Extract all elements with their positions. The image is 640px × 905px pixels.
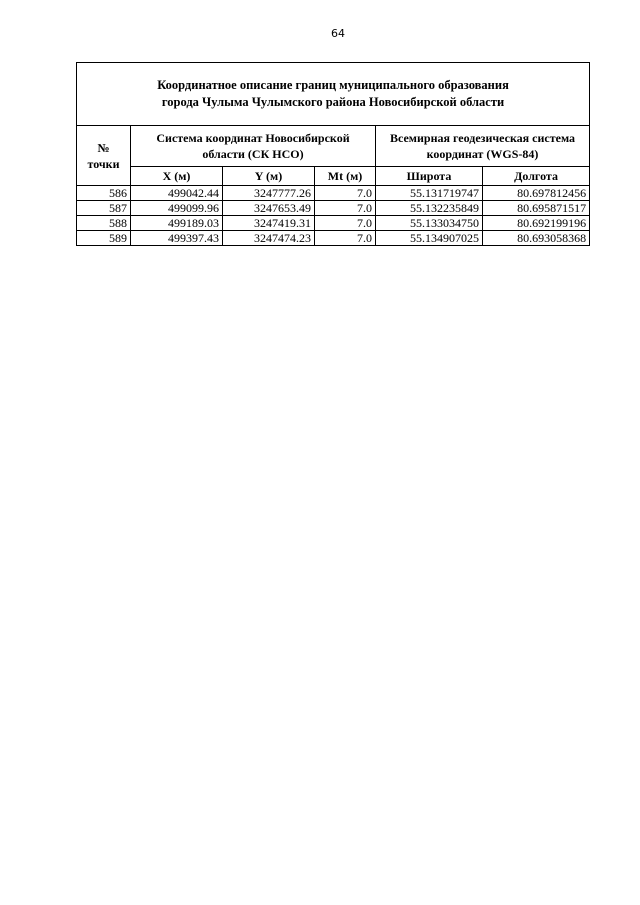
header-longitude: Долгота	[483, 167, 590, 186]
header-row-groups	[77, 126, 590, 167]
cell-y: 3247653.49	[223, 201, 315, 216]
table-row	[77, 201, 590, 216]
header-group-nso-line-1: Система координат Новосибирской	[156, 131, 350, 145]
header-latitude: Широта	[376, 167, 483, 186]
cell-latitude: 55.133034750	[376, 216, 483, 231]
cell-x: 499397.43	[131, 231, 223, 246]
table-title-row	[77, 63, 590, 126]
header-group-nso	[131, 126, 376, 167]
coordinates-table	[76, 62, 590, 246]
header-point-number-line-1: №	[97, 140, 110, 155]
cell-x: 499042.44	[131, 186, 223, 201]
cell-latitude: 55.131719747	[376, 186, 483, 201]
cell-point-number: 587	[77, 201, 131, 216]
header-group-wgs	[376, 126, 590, 167]
page-number: 64	[331, 27, 345, 40]
cell-point-number: 586	[77, 186, 131, 201]
header-point-number	[77, 126, 131, 186]
table-title	[77, 63, 590, 126]
table-row	[77, 186, 590, 201]
cell-longitude: 80.697812456	[483, 186, 590, 201]
cell-point-number: 589	[77, 231, 131, 246]
table-row	[77, 216, 590, 231]
cell-mt: 7.0	[315, 201, 376, 216]
table-title-line-1: Координатное описание границ муниципального образования	[157, 78, 509, 92]
cell-y: 3247777.26	[223, 186, 315, 201]
header-x: X (м)	[131, 167, 223, 186]
header-y: Y (м)	[223, 167, 315, 186]
header-group-nso-line-2: области (СК НСО)	[202, 147, 304, 161]
cell-longitude: 80.692199196	[483, 216, 590, 231]
cell-latitude: 55.134907025	[376, 231, 483, 246]
header-row-columns	[77, 167, 590, 186]
header-group-wgs-line-2: координат (WGS-84)	[426, 147, 539, 161]
header-mt: Mt (м)	[315, 167, 376, 186]
cell-point-number: 588	[77, 216, 131, 231]
cell-x: 499099.96	[131, 201, 223, 216]
cell-y: 3247474.23	[223, 231, 315, 246]
table-title-line-2: города Чулыма Чулымского района Новосибирской области	[161, 95, 505, 109]
cell-x: 499189.03	[131, 216, 223, 231]
cell-longitude: 80.695871517	[483, 201, 590, 216]
cell-mt: 7.0	[315, 216, 376, 231]
cell-longitude: 80.693058368	[483, 231, 590, 246]
cell-mt: 7.0	[315, 231, 376, 246]
header-point-number-line-2: точки	[87, 156, 120, 171]
header-group-wgs-line-1: Всемирная геодезическая система	[390, 131, 576, 145]
cell-mt: 7.0	[315, 186, 376, 201]
cell-y: 3247419.31	[223, 216, 315, 231]
cell-latitude: 55.132235849	[376, 201, 483, 216]
table-row	[77, 231, 590, 246]
